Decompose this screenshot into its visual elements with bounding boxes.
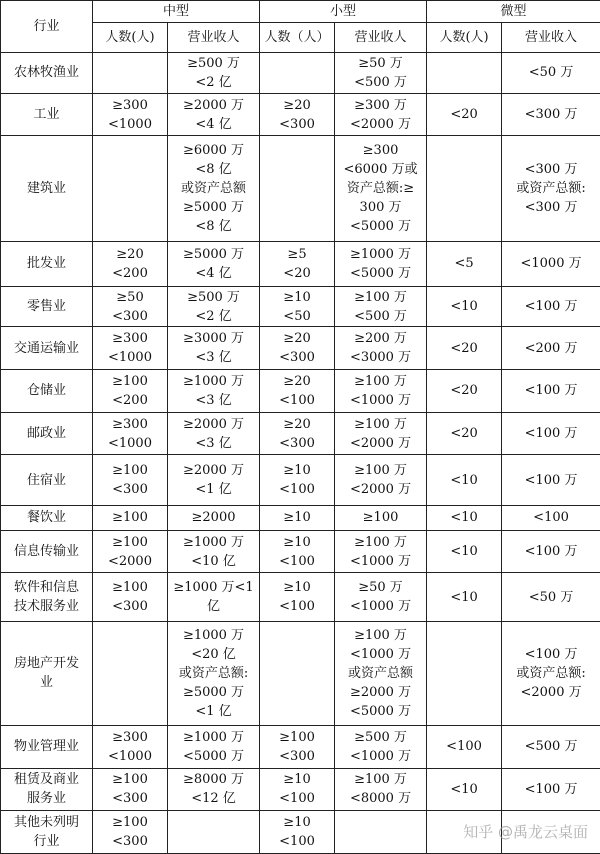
small-employees-cell <box>260 53 335 94</box>
medium-employees-cell: ≥300 <1000 <box>93 327 168 370</box>
header-medium: 中型 <box>93 1 260 23</box>
micro-revenue-cell: <300 万 或资产总额: <300 万 <box>502 136 600 242</box>
medium-revenue-cell: ≥1000 万 <20 亿 或资产总额: ≥5000 万 <1 亿 <box>168 622 260 726</box>
micro-employees-cell <box>427 53 502 94</box>
micro-employees-cell: <10 <box>427 530 502 573</box>
header-industry: 行业 <box>1 1 93 53</box>
micro-revenue-cell: <500 万 <box>502 725 600 768</box>
medium-revenue-cell: ≥1000 万 <5000 万 <box>168 725 260 768</box>
micro-employees-cell <box>427 622 502 726</box>
small-employees-cell: ≥100 <300 <box>260 725 335 768</box>
industry-cell: 邮政业 <box>1 412 93 455</box>
small-employees-cell <box>260 622 335 726</box>
micro-employees-cell <box>427 136 502 242</box>
micro-revenue-cell: <50 万 <box>502 573 600 622</box>
micro-revenue-cell: <200 万 <box>502 327 600 370</box>
medium-employees-cell: ≥20 <200 <box>93 242 168 287</box>
medium-employees-cell <box>93 622 168 726</box>
medium-employees-cell: ≥100 <300 <box>93 768 168 811</box>
medium-revenue-cell <box>168 811 260 854</box>
small-revenue-cell: ≥100 万 <8000 万 <box>335 768 427 811</box>
micro-revenue-cell: <300 万 <box>502 93 600 136</box>
small-employees-cell <box>260 136 335 242</box>
medium-revenue-cell: ≥8000 万 <12 亿 <box>168 768 260 811</box>
header-small-employees: 人数（人） <box>260 23 335 53</box>
table-row <box>1 53 600 94</box>
table-row <box>1 286 600 327</box>
small-employees-cell: ≥10 <100 <box>260 573 335 622</box>
industry-cell: 房地产开发 业 <box>1 622 93 726</box>
small-revenue-cell: ≥100 <box>335 506 427 530</box>
micro-employees-cell: <20 <box>427 93 502 136</box>
medium-employees-cell: ≥300 <1000 <box>93 725 168 768</box>
table-row <box>1 573 600 622</box>
industry-cell: 其他未列明 行业 <box>1 811 93 854</box>
medium-employees-cell: ≥100 <300 <box>93 811 168 854</box>
medium-employees-cell: ≥100 <2000 <box>93 530 168 573</box>
micro-employees-cell: <20 <box>427 412 502 455</box>
industry-cell: 仓储业 <box>1 370 93 413</box>
micro-revenue-cell: <100 万 <box>502 412 600 455</box>
medium-revenue-cell: ≥1000 万 <3 亿 <box>168 370 260 413</box>
header-medium-revenue: 营业收人 <box>168 23 260 53</box>
table-row <box>1 93 600 136</box>
micro-revenue-cell: <100 万 <box>502 530 600 573</box>
micro-employees-cell: <20 <box>427 327 502 370</box>
medium-revenue-cell: ≥3000 万 <3 亿 <box>168 327 260 370</box>
industry-cell: 零售业 <box>1 286 93 327</box>
header-micro-revenue: 营业收入 <box>502 23 600 53</box>
header-small: 小型 <box>260 1 427 23</box>
industry-cell: 住宿业 <box>1 455 93 506</box>
medium-employees-cell <box>93 136 168 242</box>
micro-employees-cell: <10 <box>427 506 502 530</box>
small-employees-cell: ≥20 <300 <box>260 327 335 370</box>
small-revenue-cell: ≥300 <6000 万或 资产总额:≥ 300 万 <5000 万 <box>335 136 427 242</box>
micro-revenue-cell: <100 万 或资产总额: <2000 万 <box>502 622 600 726</box>
medium-revenue-cell: ≥2000 万 <3 亿 <box>168 412 260 455</box>
industry-cell: 租赁及商业 服务业 <box>1 768 93 811</box>
header-micro-employees: 人数(人) <box>427 23 502 53</box>
industry-cell: 软件和信息 技术服务业 <box>1 573 93 622</box>
table-row <box>1 327 600 370</box>
small-revenue-cell: ≥100 万 <500 万 <box>335 286 427 327</box>
medium-employees-cell <box>93 53 168 94</box>
small-employees-cell: ≥10 <100 <box>260 455 335 506</box>
micro-employees-cell: <5 <box>427 242 502 287</box>
micro-employees-cell: <10 <box>427 286 502 327</box>
small-employees-cell: ≥10 <100 <box>260 530 335 573</box>
micro-employees-cell: <10 <box>427 768 502 811</box>
small-employees-cell: ≥20 <300 <box>260 412 335 455</box>
medium-revenue-cell: ≥2000 <box>168 506 260 530</box>
small-employees-cell: ≥10 <100 <box>260 811 335 854</box>
micro-revenue-cell: <1000 万 <box>502 242 600 287</box>
industry-cell: 农林牧渔业 <box>1 53 93 94</box>
table-row <box>1 768 600 811</box>
small-employees-cell: ≥10 <box>260 506 335 530</box>
table-row <box>1 725 600 768</box>
medium-employees-cell: ≥100 <200 <box>93 370 168 413</box>
medium-employees-cell: ≥50 <300 <box>93 286 168 327</box>
table-body <box>1 53 600 854</box>
medium-revenue-cell: ≥500 万 <2 亿 <box>168 53 260 94</box>
small-employees-cell: ≥20 <100 <box>260 370 335 413</box>
small-revenue-cell: ≥100 万 <1000 万 或资产总额 ≥2000 万 <5000 万 <box>335 622 427 726</box>
industry-cell: 信息传输业 <box>1 530 93 573</box>
small-employees-cell: ≥10 <50 <box>260 286 335 327</box>
small-employees-cell: ≥20 <300 <box>260 93 335 136</box>
micro-revenue-cell: <50 万 <box>502 53 600 94</box>
medium-employees-cell: ≥100 <300 <box>93 573 168 622</box>
small-revenue-cell: ≥100 万 <2000 万 <box>335 412 427 455</box>
table-row <box>1 506 600 530</box>
medium-revenue-cell: ≥2000 万 <4 亿 <box>168 93 260 136</box>
medium-revenue-cell: ≥6000 万 <8 亿 或资产总额 ≥5000 万 <8 亿 <box>168 136 260 242</box>
table-row <box>1 530 600 573</box>
small-revenue-cell: ≥500 万 <1000 万 <box>335 725 427 768</box>
small-revenue-cell: ≥1000 万 <5000 万 <box>335 242 427 287</box>
micro-revenue-cell: <100 万 <box>502 768 600 811</box>
small-revenue-cell: ≥100 万 <1000 万 <box>335 370 427 413</box>
small-revenue-cell <box>335 811 427 854</box>
small-revenue-cell: ≥200 万 <3000 万 <box>335 327 427 370</box>
small-revenue-cell: ≥50 万 <500 万 <box>335 53 427 94</box>
small-revenue-cell: ≥100 万 <2000 万 <box>335 455 427 506</box>
micro-employees-cell: <10 <box>427 573 502 622</box>
header-medium-employees: 人数(人) <box>93 23 168 53</box>
micro-revenue-cell: <100 万 <box>502 370 600 413</box>
medium-employees-cell: ≥300 <1000 <box>93 93 168 136</box>
medium-revenue-cell: ≥500 万 <2 亿 <box>168 286 260 327</box>
header-micro: 微型 <box>427 1 600 23</box>
industry-cell: 交通运输业 <box>1 327 93 370</box>
industry-cell: 建筑业 <box>1 136 93 242</box>
micro-employees-cell: <20 <box>427 370 502 413</box>
industry-cell: 餐饮业 <box>1 506 93 530</box>
medium-revenue-cell: ≥2000 万 <1 亿 <box>168 455 260 506</box>
small-revenue-cell: ≥50 万 <1000 万 <box>335 573 427 622</box>
industry-cell: 工业 <box>1 93 93 136</box>
table-row <box>1 412 600 455</box>
medium-revenue-cell: ≥1000 万<1 亿 <box>168 573 260 622</box>
small-revenue-cell: ≥100 万 <1000 万 <box>335 530 427 573</box>
table-row <box>1 455 600 506</box>
industry-cell: 批发业 <box>1 242 93 287</box>
table-row <box>1 370 600 413</box>
medium-revenue-cell: ≥5000 万 <4 亿 <box>168 242 260 287</box>
table-row <box>1 622 600 726</box>
micro-employees-cell: <100 <box>427 725 502 768</box>
medium-employees-cell: ≥100 <box>93 506 168 530</box>
micro-revenue-cell: <100 <box>502 506 600 530</box>
micro-revenue-cell: <100 万 <box>502 455 600 506</box>
medium-employees-cell: ≥100 <300 <box>93 455 168 506</box>
table-row <box>1 136 600 242</box>
medium-revenue-cell: ≥1000 万 <10 亿 <box>168 530 260 573</box>
micro-revenue-cell: <100 万 <box>502 286 600 327</box>
small-employees-cell: ≥10 <100 <box>260 768 335 811</box>
medium-employees-cell: ≥300 <1000 <box>93 412 168 455</box>
micro-employees-cell: <10 <box>427 455 502 506</box>
small-employees-cell: ≥5 <20 <box>260 242 335 287</box>
table-row <box>1 242 600 287</box>
watermark: 知乎 @禹龙云桌面 <box>463 823 588 841</box>
industry-cell: 物业管理业 <box>1 725 93 768</box>
small-revenue-cell: ≥300 万 <2000 万 <box>335 93 427 136</box>
header-small-revenue: 营业收人 <box>335 23 427 53</box>
